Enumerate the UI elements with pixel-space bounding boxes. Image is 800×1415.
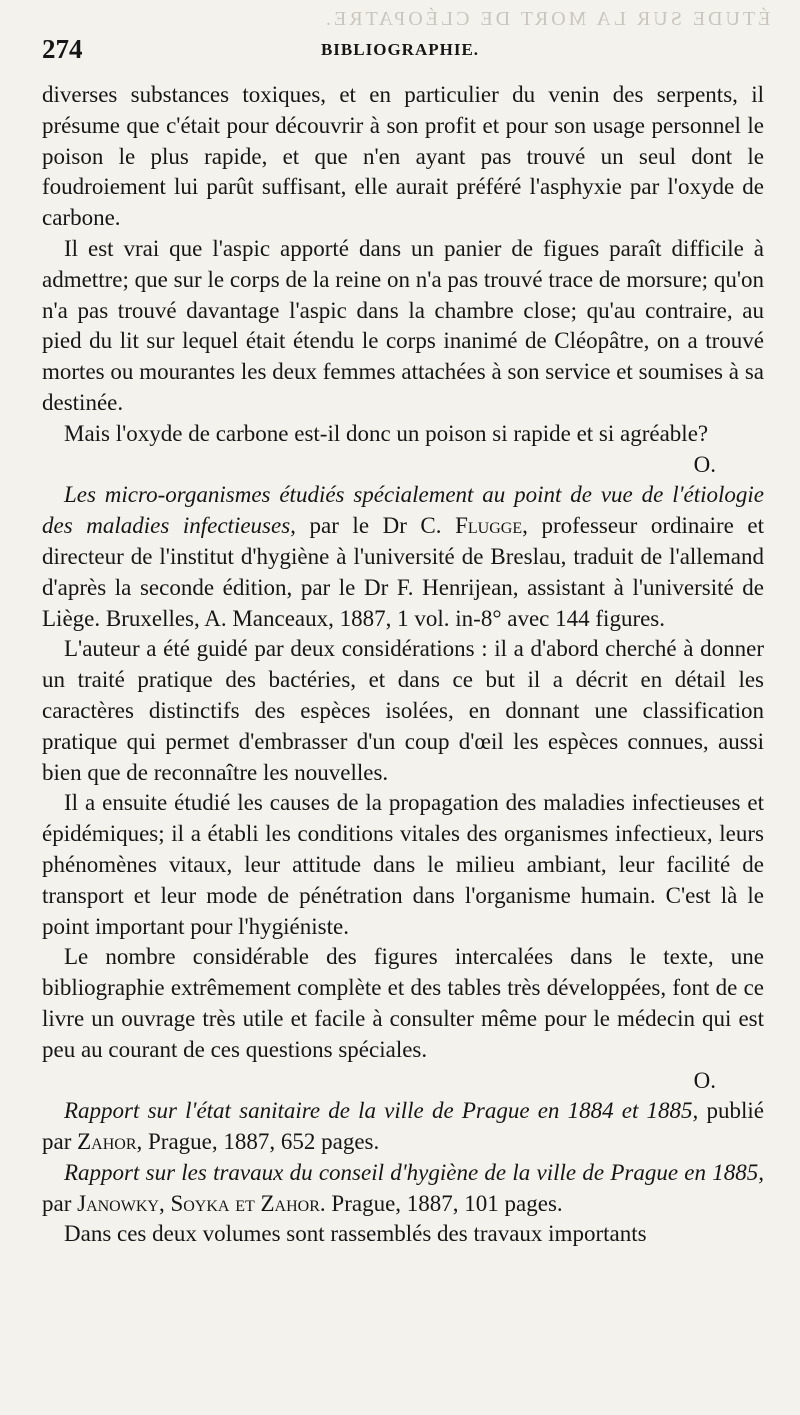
bib-2-details: Prague, 1887, 652 pages. — [148, 1129, 380, 1155]
signature-2: O. — [693, 1067, 716, 1093]
paragraph-3-text: Mais l'oxyde de carbone est-il donc un poison si rapide et si agréable? — [64, 420, 709, 446]
paragraph-4: L'auteur a été guidé par deux considérations : il a d'abord cherché à donner un traité pratique des bactéries, et dans ce but il a décrit en détail les caractères distinctifs des espèces isolées, en donnant une classification pratique qui permet d'embrasser d'un coup d'œil les espèces connues, aussi bien que de reconnaître les nouvelles. — [42, 636, 764, 785]
bib-3-details: Prague, 1887, 101 pages. — [331, 1190, 563, 1216]
paragraph-6-text: Le nombre considérable des figures intercalées dans le texte, une bibliographie extrêmement complète et des tables très développées, font de ce livre un ouvrage très utile et facile à consulter même pour le médecin qui est peu au courant de ces questions spéciales. — [42, 944, 764, 1062]
running-head: BIBLIOGRAPHIE. — [320, 40, 480, 59]
bib-1-author: Flugge, — [455, 513, 528, 539]
bibliography-entry-3 — [42, 1158, 764, 1220]
page-number: 274 — [42, 34, 83, 64]
paragraph-7: Dans ces deux volumes sont rassemblés des travaux importants — [64, 1221, 647, 1247]
bib-2-by: publié par — [42, 1098, 764, 1155]
bibliography-entry-2 — [42, 1096, 764, 1158]
bib-3-by: par — [42, 1190, 72, 1216]
bib-1-details: professeur ordinaire et directeur de l'institut d'hygiène à l'université de Breslau, traduit de l'allemand d'après la seconde édition, par le Dr F. Henrijean, assistant à l'université de Liège. Bruxelles, A. Manceaux, 1887, 1 vol. in-8° avec 144 figures. — [42, 513, 765, 631]
page-body — [42, 80, 764, 1250]
paragraph-3 — [42, 419, 764, 481]
bib-2-title: Rapport sur l'état sanitaire de la ville de Prague en 1884 et 1885, — [64, 1098, 699, 1124]
bib-1-title: Les micro-organismes étudiés spécialement au point de vue de l'étiologie des maladies infectieuses, — [42, 482, 764, 539]
page-header — [42, 34, 758, 68]
paragraph-6 — [42, 942, 764, 1096]
bibliography-entry-1 — [42, 480, 764, 634]
signature-1: O. — [693, 451, 716, 477]
bib-3-authors: Janowky, Soyka et Zahor. — [77, 1190, 326, 1216]
show-through-text: ÉTUDE SUR LA MORT DE CLÉOPATRE. — [322, 8, 770, 30]
paragraph-5: Il a ensuite étudié les causes de la propagation des maladies infectieuses et épidémiques; il a établi les conditions vitales des organismes infectieux, leurs phénomènes vitaux, leur attitude dans le milieu ambiant, leur facilité de transport et leur mode de pénétration dans l'organisme humain. C'est là le point important pour l'hygiéniste. — [42, 790, 764, 939]
bib-1-by: par le Dr C. — [309, 513, 442, 539]
bib-2-author: Zahor, — [77, 1129, 143, 1155]
paragraph-1: diverses substances toxiques, et en particulier du venin des serpents, il présume que c'était pour découvrir à son profit et pour son usage personnel le poison le plus rapide, et que n'en ayant pas trouvé un seul dont le foudroiement lui parût suffisant, elle aurait préféré l'asphyxie par l'oxyde de carbone. — [42, 82, 764, 231]
paragraph-2: Il est vrai que l'aspic apporté dans un panier de figues paraît difficile à admettre; que sur le corps de la reine on n'a pas trouvé trace de morsure; qu'on n'a pas trouvé davantage l'aspic dans la chambre close; qu'au contraire, au pied du lit sur lequel était étendu le corps inanimé de Cléopâtre, on a trouvé mortes ou mourantes les deux femmes attachées à son service et soumises à sa destinée. — [42, 235, 764, 415]
bib-3-title: Rapport sur les travaux du conseil d'hygiène de la ville de Prague en 1885, — [64, 1159, 764, 1185]
